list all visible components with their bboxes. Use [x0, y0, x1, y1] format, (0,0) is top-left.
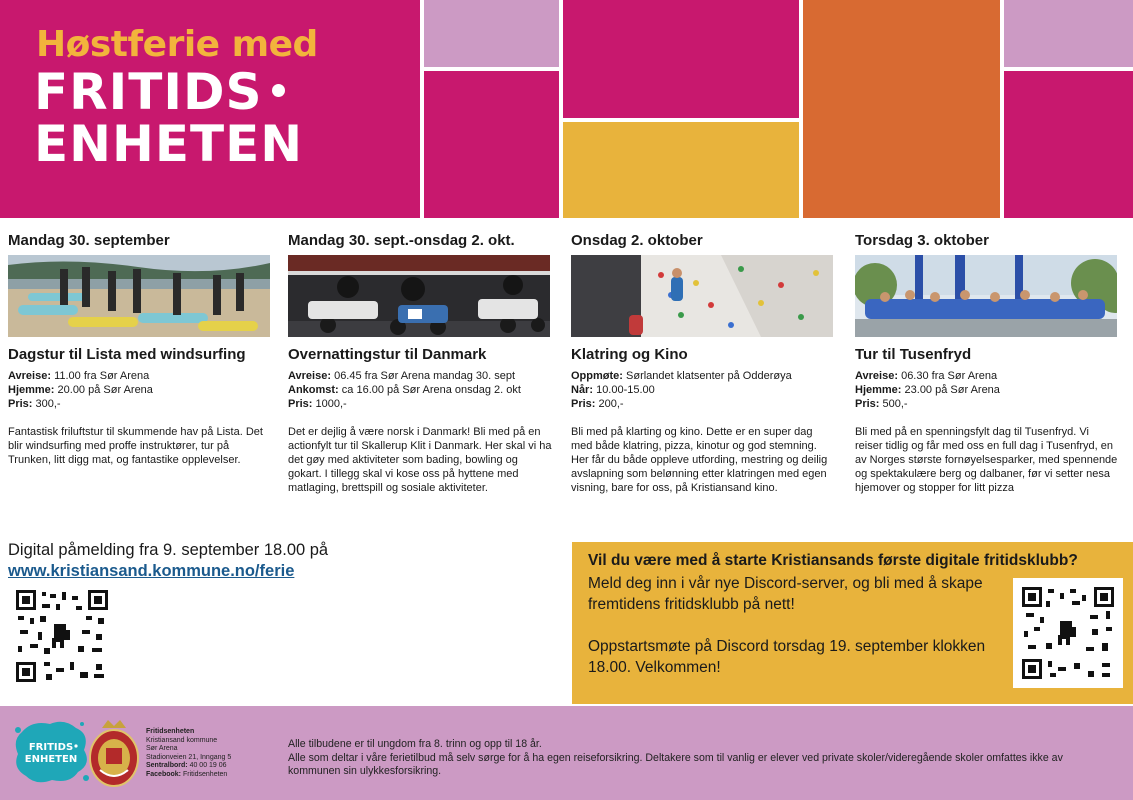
photo-gokart — [288, 255, 550, 337]
info-value: 11.00 fra Sør Arena — [51, 370, 150, 382]
info-value: 500,- — [879, 398, 908, 410]
discord-heading: Vil du være med å starte Kristiansands første digitale fritidsklubb? — [588, 552, 1078, 569]
signup-text: Digital påmelding fra 9. september 18.00 på — [8, 541, 329, 559]
info-label: Pris: — [855, 398, 880, 410]
beach-photo-icon — [8, 255, 270, 337]
deco-tile — [563, 0, 799, 118]
phone-number: 40 00 19 06 — [187, 762, 227, 770]
deco-tile — [1004, 71, 1133, 218]
gokart-photo-icon — [288, 255, 550, 337]
org-name: Fritidsenheten — [146, 728, 195, 735]
hero-banner — [0, 0, 420, 218]
activity-info — [855, 369, 1119, 411]
info-label: Hjemme: — [8, 384, 55, 396]
activity-date: Mandag 30. sept.-onsdag 2. okt. — [288, 232, 515, 249]
signup-link[interactable]: www.kristiansand.kommune.no/ferie — [8, 562, 295, 580]
info-value: ca 16.00 på Sør Arena onsdag 2. okt — [338, 384, 521, 396]
info-label: Pris: — [571, 398, 596, 410]
deco-tile — [563, 122, 799, 218]
climbing-photo-icon — [571, 255, 833, 337]
discord-qr-code-icon — [1013, 578, 1123, 688]
activity-card — [288, 232, 552, 495]
activity-card — [855, 232, 1119, 495]
kristiansand-coat-of-arms — [88, 718, 140, 788]
facebook-label: Facebook: — [146, 770, 182, 778]
activity-title: Tur til Tusenfryd — [855, 346, 972, 363]
deco-tile — [424, 0, 559, 67]
facebook-handle: Fritidsenheten — [181, 770, 228, 778]
activity-date: Mandag 30. september — [8, 232, 170, 249]
activity-card — [571, 232, 835, 495]
info-label: Pris: — [288, 398, 313, 410]
info-value: 06.45 fra Sør Arena mandag 30. sept — [331, 370, 516, 382]
info-value: 06.30 fra Sør Arena — [898, 370, 998, 382]
activity-date: Torsdag 3. oktober — [855, 232, 989, 249]
hero-title-line2: ENHETEN — [34, 115, 304, 173]
info-value: Sørlandet klatsenter på Odderøya — [622, 370, 792, 382]
footer-note-line-2: Alle som deltar i våre ferietilbud må selv sørge for å ha egen reiseforsikring. Deltakere som til vanlig er elever ved private skoler/videregående skoler omfattes ikke av kommunen sin ulykkesforsikring. — [288, 751, 1063, 777]
hero-subtitle: Høstferie med — [36, 24, 318, 65]
activity-title: Klatring og Kino — [571, 346, 688, 363]
discord-paragraph-1: Meld deg inn i vår nye Discord-server, og bli med å skape fremtidens fritidsklubb på nett! — [588, 575, 983, 613]
hero-title-line1: FRITIDS — [34, 63, 263, 121]
info-value: 10.00-15.00 — [593, 384, 655, 396]
fritidsenheten-logo — [12, 718, 90, 786]
signup-section — [8, 540, 328, 582]
footer-note-line-1: Alle tilbudene er til ungdom fra 8. trinn og opp til 18 år. — [288, 738, 542, 750]
logo-text-2: ENHETEN — [24, 754, 78, 765]
footer-note — [288, 738, 1088, 779]
org-contact — [146, 728, 231, 780]
org-line: Kristiansand kommune — [146, 736, 218, 744]
deco-tile — [1004, 0, 1133, 67]
info-label: Pris: — [8, 398, 33, 410]
activity-description: Det er dejlig å være norsk i Danmark! Bli med på en actionfylt tur til Skallerup Klit i Danmark. Her skal vi ha det gøy med aktiviteter som bading, bowling og gokart. I tillegg skal vi kose oss på hyttene med matlaging, brettspill og sosiale aktiviteter. — [288, 426, 552, 494]
org-line: Stadionveien 21, Inngang 5 — [146, 753, 232, 761]
photo-climbing — [571, 255, 833, 337]
discord-paragraph-2: Oppstartsmøte på Discord torsdag 19. september klokken 18.00. Velkommen! — [588, 638, 986, 676]
info-label: Avreise: — [8, 370, 52, 382]
activity-description: Fantastisk friluftstur til skummende hav på Lista. Det blir windsurfing med proffe instruktører, tur på Trunken, litt digg mat, og fantastike opplevelser. — [8, 426, 263, 466]
info-label: Når: — [571, 384, 594, 396]
deco-tile — [803, 0, 1000, 218]
activity-description: Bli med på klarting og kino. Dette er en super dag med både klatring, pizza, kinotur og god stemning. Her får du både oppleve utfording, mestring og deilig avslapning som belønning etter klatringen med egen visning, bare for oss, på Kristiansand kino. — [571, 426, 828, 494]
org-line: Sør Arena — [146, 745, 178, 753]
info-value: 23.00 på Sør Arena — [901, 384, 1000, 396]
info-value: 1000,- — [312, 398, 347, 410]
info-label: Ankomst: — [288, 384, 339, 396]
info-label: Oppmøte: — [571, 370, 623, 382]
footer — [0, 706, 1133, 800]
photo-amusement-ride — [855, 255, 1117, 337]
activity-date: Onsdag 2. oktober — [571, 232, 703, 249]
dot-icon — [272, 84, 285, 97]
info-value: 300,- — [32, 398, 61, 410]
ride-photo-icon — [855, 255, 1117, 337]
activity-info — [8, 369, 272, 411]
info-label: Avreise: — [855, 370, 899, 382]
info-label: Avreise: — [288, 370, 332, 382]
deco-tile — [424, 71, 559, 218]
logo-text-1: FRITIDS — [28, 742, 74, 753]
discord-info-box — [572, 542, 1133, 704]
activity-title: Overnattingstur til Danmark — [288, 346, 487, 363]
activity-info — [571, 369, 835, 411]
activity-info — [288, 369, 552, 411]
activity-description: Bli med på en spenningsfylt dag til Tusenfryd. Vi reiser tidlig og får med oss en full dag i Tusenfryd, en av Norges største fornøyelsesparker, med spennende og spektakulære berg og dalbaner, før vi setter nesa hjemover og stopper for litt pizza — [855, 426, 1118, 494]
photo-windsurfing — [8, 255, 270, 337]
info-label: Hjemme: — [855, 384, 902, 396]
activity-card — [8, 232, 272, 467]
hero-title — [34, 63, 304, 173]
activity-title: Dagstur til Lista med windsurfing — [8, 346, 246, 363]
info-value: 20.00 på Sør Arena — [54, 384, 153, 396]
info-value: 200,- — [595, 398, 624, 410]
qr-code-icon — [16, 590, 108, 682]
phone-label: Sentralbord: — [146, 762, 188, 770]
